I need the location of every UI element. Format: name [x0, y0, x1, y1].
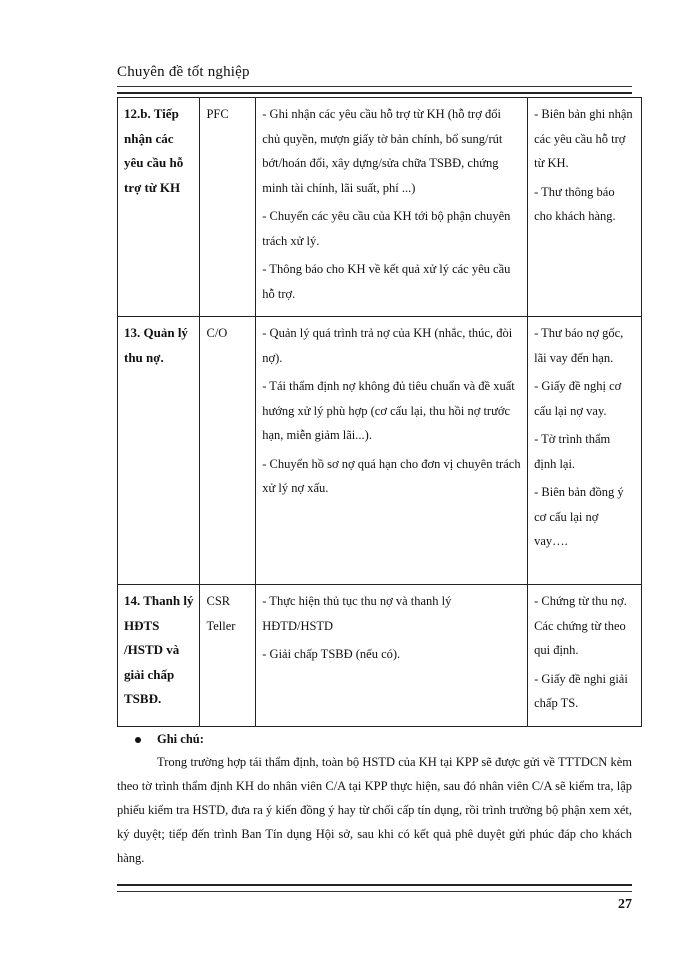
action-item: - Thông báo cho KH về kết quả xử lý các yêu cầu hỗ trợ. [262, 262, 511, 301]
step-cell: 13. Quản lý thu nợ. [118, 317, 200, 585]
document-item: - Thư báo nợ gốc, lãi vay đến hạn. [534, 326, 624, 365]
document-item: - Biên bản đồng ý cơ cấu lại nợ vay…. [534, 485, 624, 548]
step-cell: 12.b. Tiếp nhận các yêu cầu hỗ trợ từ KH [118, 98, 200, 317]
action-item: - Quản lý quá trình trả nợ của KH (nhắc, thúc, đòi nợ). [262, 326, 513, 365]
header-double-rule [117, 86, 632, 94]
action-item: - Giải chấp TSBĐ (nếu có). [262, 647, 401, 661]
documents-cell [528, 585, 642, 727]
unit-cell: PFC [200, 98, 256, 317]
note-heading-text: Ghi chú: [157, 732, 204, 746]
document-item: - Thư thông báo cho khách hàng. [534, 184, 616, 223]
document-item: - Giấy đề nghị cơ cấu lại nợ vay. [534, 379, 622, 418]
action-item: - Chuyển hồ sơ nợ quá hạn cho đơn vị chuyên trách xử lý nợ xấu. [262, 456, 521, 495]
document-header-title: Chuyên đề tốt nghiệp [117, 64, 250, 80]
action-item: - Chuyển các yêu cầu của KH tới bộ phận chuyên trách xử lý. [262, 209, 511, 248]
note-heading [135, 732, 632, 747]
note-paragraph: Trong trường hợp tái thẩm định, toàn bộ HSTD của KH tại KPP sẽ được gửi về TTTDCN kèm theo tờ trình thẩm định KH do nhân viên C/A tại KPP thực hiện, sau đó nhân viên C/A sẽ kiểm tra, lập phiếu kiểm tra HSTD, đưa ra ý kiến đồng ý hay từ chối cấp tín dụng, rồi trình trưởng bộ phận xem xét, ký duyệt; tiếp đến trình Ban Tín dụng Hội sở, sau khi có kết quả phê duyệt gửi phúc đáp cho khách hàng. [117, 755, 632, 865]
document-item: - Tờ trình thẩm định lại. [534, 432, 611, 471]
actions-cell [256, 317, 528, 585]
action-item: - Ghi nhận các yêu cầu hỗ trợ từ KH (hỗ trợ đổi chủ quyền, mượn giấy tờ bản chính, bổ sung/rút bớt/hoán đổi, xây dựng/sửa chữa TSBĐ, chứng minh tài chính, lãi suất, phí ...) [262, 107, 503, 195]
page-number: 27 [618, 897, 632, 912]
unit-cell: C/O [200, 317, 256, 585]
documents-cell [528, 317, 642, 585]
document-item: - Giấy đề nghi giải chấp TS. [534, 671, 628, 710]
actions-cell [256, 98, 528, 317]
action-item: - Tái thẩm định nợ không đủ tiêu chuẩn và đề xuất hướng xử lý phù hợp (cơ cấu lại, thu hồi nợ trước hạn, miễn giảm lãi...). [262, 379, 515, 442]
document-item: - Chứng từ thu nợ. Các chứng từ theo qui định. [534, 594, 627, 657]
document-item: - Biên bản ghi nhận các yêu cầu hỗ trợ từ KH. [534, 107, 633, 170]
bullet-icon [135, 737, 141, 743]
table-row [118, 317, 642, 585]
unit-cell [200, 585, 256, 727]
note-section [117, 732, 632, 870]
table-row [118, 585, 642, 727]
action-item: - Thực hiện thủ tục thu nợ và thanh lý HĐTD/HSTD [262, 594, 452, 633]
table-row [118, 98, 642, 317]
process-table [117, 97, 642, 727]
unit-line: CSR [206, 594, 231, 608]
actions-cell [256, 585, 528, 727]
step-cell: 14. Thanh lý HĐTS /HSTD và giải chấp TSBĐ. [118, 585, 200, 727]
documents-cell [528, 98, 642, 317]
unit-line: Teller [206, 618, 236, 633]
footer-double-rule [117, 884, 632, 892]
